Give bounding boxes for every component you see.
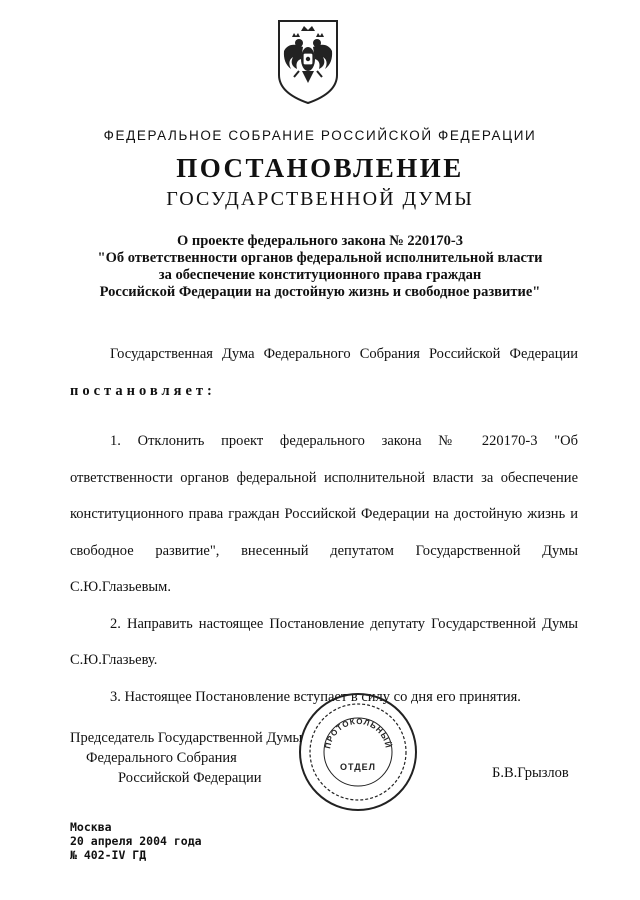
item-paragraph-3: 3. Настоящее Постановление вступает в силу со дня его принятия. <box>110 688 521 705</box>
signature-block <box>70 728 302 788</box>
subject-line: О проекте федерального закона № 220170-3 <box>176 233 464 249</box>
document-title: ПОСТАНОВЛЕНИЕ <box>176 153 464 183</box>
protocol-department-stamp <box>296 690 420 814</box>
subject-line: Российской Федерации на достойную жизнь и свободное развитие" <box>99 284 541 300</box>
document-body <box>70 336 578 715</box>
footer-number: № 402-IV ГД <box>70 848 147 862</box>
svg-text:ПРОТОКОЛЬНЫЙ <box>323 717 393 750</box>
stamp-arc-text: ПРОТОКОЛЬНЫЙ <box>323 716 393 750</box>
stamp-center-text: ОТДЕЛ <box>339 762 377 772</box>
document-subject <box>0 233 640 301</box>
footer-date: 20 апреля 2004 года <box>70 834 202 848</box>
item-paragraph-1: 1. Отклонить проект федерального закона № 220170-3 "Об ответственности органов федеральной исполнительной власти за обеспечение конституционного права граждан Российской Федерации на достойную жизнь и свободное развитие", внесенный депутатом Государственной Думы С.Ю.Глазьевым. <box>70 433 578 595</box>
preamble-paragraph <box>70 336 578 409</box>
document-footer <box>70 820 202 862</box>
preamble-text: Государственная Дума Федерального Собрания Российской Федерации <box>110 346 578 362</box>
russian-coat-of-arms-icon <box>275 17 341 105</box>
assembly-name: ФЕДЕРАЛЬНОЕ СОБРАНИЕ РОССИЙСКОЙ ФЕДЕРАЦИИ <box>103 128 537 143</box>
subject-line: "Об ответственности органов федеральной исполнительной власти <box>97 250 543 266</box>
signer-name: Б.В.Грызлов <box>492 765 569 781</box>
item-paragraph-2: 2. Направить настоящее Постановление депутату Государственной Думы С.Ю.Глазьеву. <box>70 615 578 668</box>
preamble-resolves: постановляет: <box>70 382 216 399</box>
signature-position-line: Российской Федерации <box>118 770 262 786</box>
signature-position-line: Федерального Собрания <box>86 750 237 766</box>
footer-city: Москва <box>70 820 112 834</box>
document-subtitle: ГОСУДАРСТВЕННОЙ ДУМЫ <box>166 188 474 210</box>
subject-line: за обеспечение конституционного права граждан <box>158 267 482 283</box>
signature-position-line: Председатель Государственной Думы <box>70 730 303 746</box>
